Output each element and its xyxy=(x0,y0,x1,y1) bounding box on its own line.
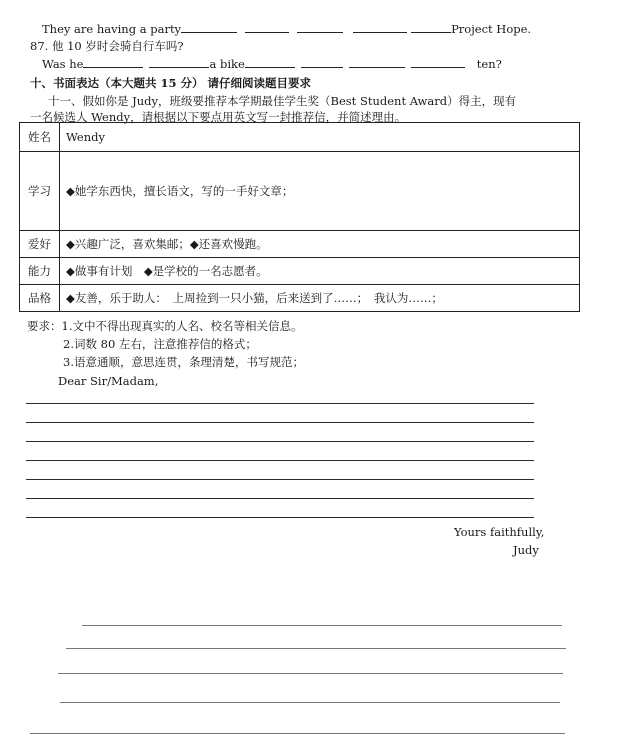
table-row xyxy=(20,231,580,258)
answer-blank[interactable] xyxy=(411,22,451,33)
candidate-info-table xyxy=(19,122,580,312)
q87-prompt: 87. 他 10 岁时会骑自行车吗? xyxy=(30,39,184,53)
q86-line xyxy=(42,22,531,36)
writing-line[interactable] xyxy=(26,460,534,461)
row-content: ◆做事有计划 ◆是学校的一名志愿者。 xyxy=(60,258,580,285)
q87-was: Was he xyxy=(42,57,84,71)
writing-line[interactable] xyxy=(26,479,534,480)
table-row xyxy=(20,152,580,231)
writing-line[interactable] xyxy=(66,648,566,649)
writing-line[interactable] xyxy=(82,625,562,626)
writing-line[interactable] xyxy=(26,403,534,404)
section-heading: 十、书面表达（本大题共 15 分） 请仔细阅读题目要求 xyxy=(30,76,312,90)
row-label: 爱好 xyxy=(20,231,60,258)
requirement-item: 2.词数 80 左右，注意推荐信的格式； xyxy=(63,337,257,351)
table-row xyxy=(20,258,580,285)
writing-line[interactable] xyxy=(26,517,534,518)
row-label: 学习 xyxy=(20,152,60,231)
writing-line[interactable] xyxy=(30,733,565,734)
task-intro-line2: 一名候选人 Wendy，请根据以下要点用英文写一封推荐信，并简述理由。 xyxy=(30,110,407,124)
requirements-block xyxy=(27,318,302,334)
letter-signature: Judy xyxy=(513,543,539,557)
writing-line[interactable] xyxy=(26,498,534,499)
answer-blank[interactable] xyxy=(301,57,343,68)
q87-line xyxy=(42,57,502,71)
writing-line[interactable] xyxy=(60,702,560,703)
answer-blank[interactable] xyxy=(245,57,295,68)
requirement-item: 1.文中不得出现真实的人名、校名等相关信息。 xyxy=(61,319,303,333)
table-row xyxy=(20,285,580,312)
q86-suffix: Project Hope. xyxy=(451,22,532,36)
writing-line[interactable] xyxy=(26,441,534,442)
row-content: ◆兴趣广泛，喜欢集邮；◆还喜欢慢跑。 xyxy=(60,231,580,258)
answer-blank[interactable] xyxy=(181,22,237,33)
answer-blank[interactable] xyxy=(353,22,407,33)
requirements-label: 要求： xyxy=(27,319,62,333)
answer-blank[interactable] xyxy=(349,57,405,68)
row-content: Wendy xyxy=(60,123,580,152)
letter-closing: Yours faithfully, xyxy=(454,525,545,539)
answer-blank[interactable] xyxy=(149,57,209,68)
answer-blank[interactable] xyxy=(297,22,343,33)
writing-line[interactable] xyxy=(26,422,534,423)
task-intro-line1: 十一、假如你是 Judy，班级要推荐本学期最佳学生奖（Best Student Award）得主，现有 xyxy=(48,94,517,108)
requirement-item: 3.语意通顺，意思连贯，条理清楚，书写规范； xyxy=(63,355,304,369)
row-content: ◆她学东西快，擅长语文，写的一手好文章； xyxy=(60,152,580,231)
q87-bike: a bike xyxy=(209,57,245,71)
row-label: 能力 xyxy=(20,258,60,285)
row-label: 姓名 xyxy=(20,123,60,152)
row-label: 品格 xyxy=(20,285,60,312)
q87-ten: ten? xyxy=(476,57,502,71)
writing-line[interactable] xyxy=(58,673,563,674)
table-row xyxy=(20,123,580,152)
letter-salutation: Dear Sir/Madam, xyxy=(58,374,159,388)
answer-blank[interactable] xyxy=(411,57,465,68)
row-content: ◆友善，乐于助人： 上周捡到一只小猫，后来送到了……； 我认为……； xyxy=(60,285,580,312)
answer-blank[interactable] xyxy=(245,22,289,33)
q86-prefix: They are having a party xyxy=(42,22,182,36)
answer-blank[interactable] xyxy=(83,57,143,68)
